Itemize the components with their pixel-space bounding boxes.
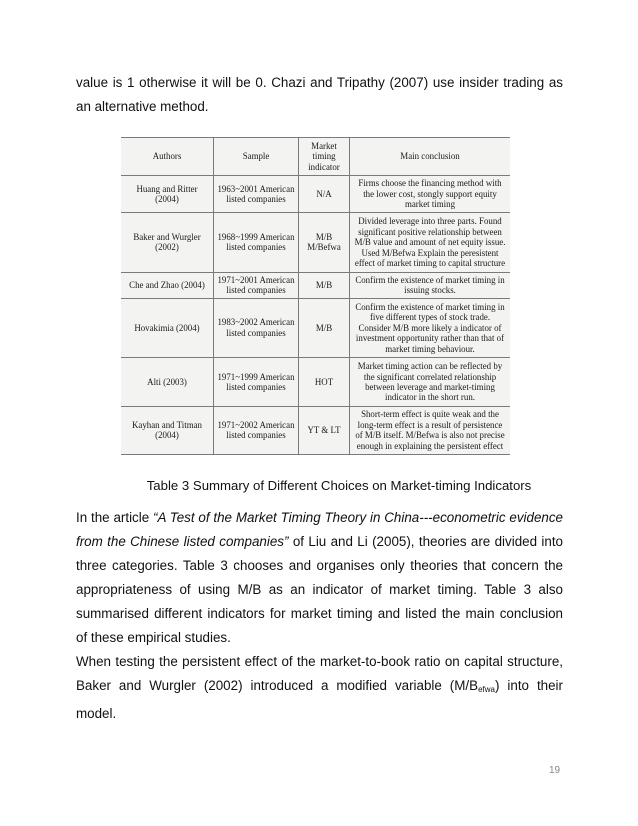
article-title: “A Test of the Market Timing Theory in China---econometric evidence from the Chinese listed companies” <box>76 510 563 549</box>
cell-sample: 1983~2002 American listed companies <box>214 298 299 358</box>
cell-author: Kayhan and Titman (2004) <box>121 406 214 454</box>
cell-sample: 1971~2002 American listed companies <box>214 406 299 454</box>
table-row <box>121 358 510 406</box>
cell-sample: 1971~1999 American listed companies <box>214 358 299 406</box>
table-row <box>121 272 510 298</box>
paragraph-intro: value is 1 otherwise it will be 0. Chazi and Tripathy (2007) use insider trading as an alternative method. <box>76 75 563 114</box>
summary-table <box>121 137 510 455</box>
header-indicator: Market timing indicator <box>299 138 350 176</box>
cell-author: Alti (2003) <box>121 358 214 406</box>
cell-sample: 1963~2001 American listed companies <box>214 176 299 213</box>
cell-indicator: M/B <box>299 298 350 358</box>
header-conclusion: Main conclusion <box>350 138 511 176</box>
cell-author: Baker and Wurgler (2002) <box>121 213 214 273</box>
paragraph-persistent-lead: When testing the persistent effect of the market-to-book ratio on capital structure, Baker and Wurgler (2002) introduced a modified variable (M/B <box>76 654 563 693</box>
cell-conclusion: Firms choose the financing method with the lower cost, stongly support equity market timing <box>350 176 511 213</box>
table-caption: Table 3 Summary of Different Choices on Market-timing Indicators <box>146 478 532 493</box>
cell-conclusion: Confirm the existence of market timing in five different types of stock trade. Consider M/B more likely a indicator of investment opportunity rather than that of market timing behaviour. <box>350 298 511 358</box>
cell-indicator: N/A <box>299 176 350 213</box>
cell-indicator: HOT <box>299 358 350 406</box>
header-sample: Sample <box>214 138 299 176</box>
cell-indicator: M/B <box>299 272 350 298</box>
cell-author: Huang and Ritter (2004) <box>121 176 214 213</box>
cell-conclusion: Market timing action can be reflected by the significant correlated relationship between leverage and market-timing indicator in the short run. <box>350 358 511 406</box>
paragraph-persistent-tail: ) into their model. <box>76 678 563 721</box>
cell-conclusion: Divided leverage into three parts. Found significant positive relationship between M/B value and amount of net equity issue. Used M/Befwa Explain the peresistent effect of market timing to capital structure <box>350 213 511 273</box>
cell-indicator: YT & LT <box>299 406 350 454</box>
paragraph-persistent-effect <box>76 650 563 726</box>
table-row <box>121 298 510 358</box>
cell-author: Hovakimia (2004) <box>121 298 214 358</box>
variable-subscript: efwa <box>478 685 495 694</box>
cell-sample: 1971~2001 American listed companies <box>214 272 299 298</box>
header-authors: Authors <box>121 138 214 176</box>
table-row <box>121 406 510 454</box>
table-header-row <box>121 138 510 176</box>
cell-sample: 1968~1999 American listed companies <box>214 213 299 273</box>
table-row <box>121 213 510 273</box>
page-number: 19 <box>549 765 561 776</box>
cell-author: Che and Zhao (2004) <box>121 272 214 298</box>
paragraph-article-body: of Liu and Li (2005), theories are divided into three categories. Table 3 chooses and organises only theories that concern the appropriateness of using M/B as an indicator of market timing. Table 3 also summarised different indicators for market timing and listed the main conclusion of these empirical studies. <box>76 534 563 645</box>
cell-indicator: M/B M/Befwa <box>299 213 350 273</box>
paragraph-article <box>76 506 563 650</box>
summary-table-image <box>121 137 510 455</box>
paragraph-article-lead: In the article <box>76 510 154 525</box>
table-row <box>121 176 510 213</box>
cell-conclusion: Short-term effect is quite weak and the long-term effect is a result of persistence of M/B itself. M/Befwa is also not precise enough in explaining the persistent effect <box>350 406 511 454</box>
cell-conclusion: Confirm the existence of market timing in issuing stocks. <box>350 272 511 298</box>
